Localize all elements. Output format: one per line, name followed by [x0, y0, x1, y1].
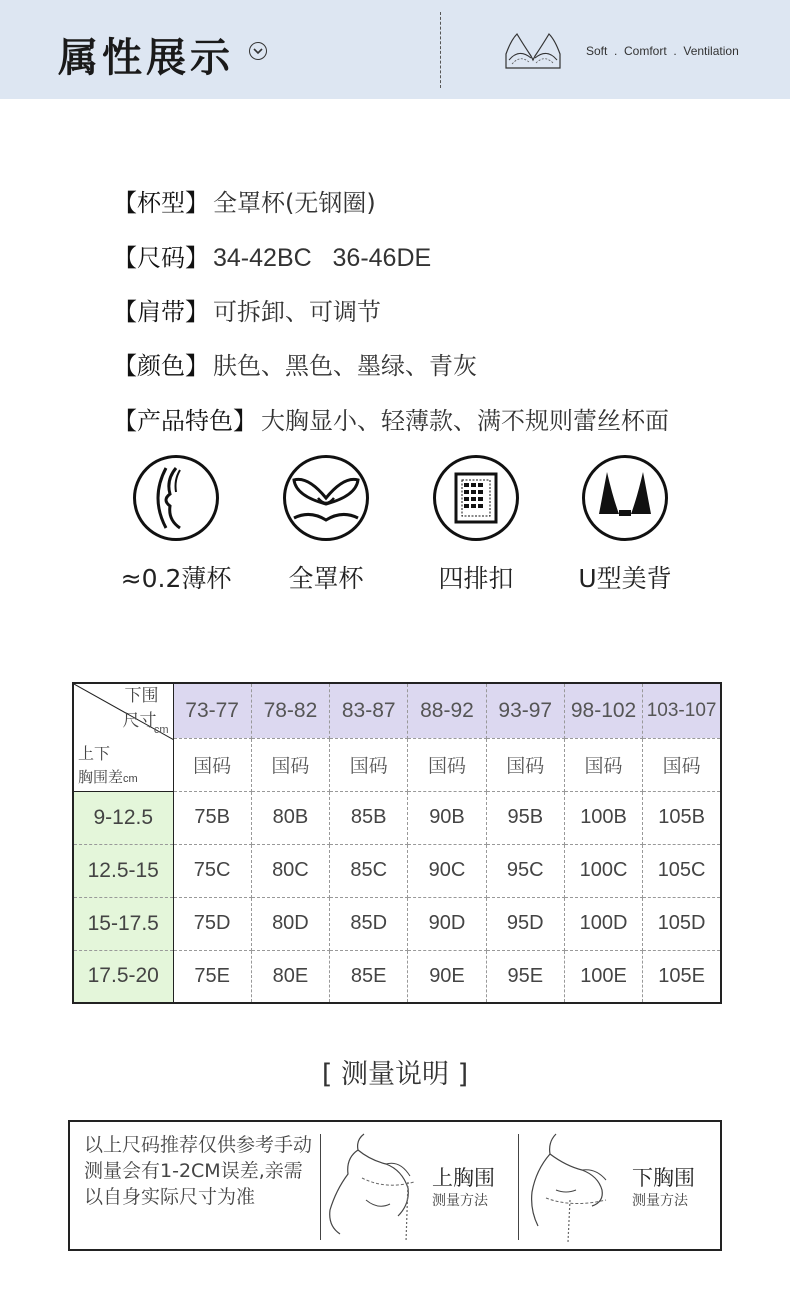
- bra-logo-icon: [503, 30, 563, 74]
- thin-cup-icon: [133, 455, 219, 541]
- corner-diff-unit: cm: [123, 773, 138, 785]
- divider: [440, 12, 441, 88]
- measurement-box: [68, 1120, 722, 1251]
- u-back-icon: [582, 455, 668, 541]
- bust-diff-cell: 12.5-15: [73, 844, 173, 897]
- band-header: 73-77: [173, 683, 251, 738]
- size-cell: 75D: [173, 897, 251, 950]
- bust-diff-cell: 9-12.5: [73, 791, 173, 844]
- size-cell: 105D: [643, 897, 721, 950]
- attr-value: 可拆卸、可调节: [213, 298, 381, 326]
- feature-four-row-hook: [401, 455, 551, 595]
- band-header: 98-102: [564, 683, 642, 738]
- size-cell: 105C: [643, 844, 721, 897]
- feature-u-back: [550, 455, 700, 595]
- size-cell: 100C: [564, 844, 642, 897]
- corner-size-label: 尺寸: [122, 711, 157, 730]
- attr-value: 大胸显小、轻薄款、满不规则蕾丝杯面: [261, 407, 669, 435]
- section-title: 属性展示: [58, 35, 234, 81]
- size-cell: 100B: [564, 791, 642, 844]
- national-size-label: 国码: [486, 738, 564, 791]
- feature-thin-cup: [101, 455, 251, 595]
- size-cell: 90E: [408, 950, 486, 1003]
- size-cell: 95E: [486, 950, 564, 1003]
- size-cell: 90B: [408, 791, 486, 844]
- table-row: [73, 791, 721, 844]
- attr-value: 肤色、黑色、墨绿、青灰: [213, 352, 477, 380]
- corner-diff-text: 胸围差: [78, 769, 124, 786]
- bust-diff-cell: 17.5-20: [73, 950, 173, 1003]
- band-header: 78-82: [251, 683, 329, 738]
- band-header: 93-97: [486, 683, 564, 738]
- attr-value: 34-42BC 36-46DE: [213, 244, 432, 272]
- national-size-label: 国码: [173, 738, 251, 791]
- full-cup-icon: [283, 455, 369, 541]
- attr-color: [113, 346, 477, 381]
- four-row-hook-icon: [433, 455, 519, 541]
- size-cell: 85E: [330, 950, 408, 1003]
- size-cell: 75B: [173, 791, 251, 844]
- corner-diff-label: [78, 766, 138, 787]
- upper-bust-figure-icon: [326, 1130, 426, 1249]
- corner-under-label: 下围: [124, 686, 159, 705]
- size-cell: 80C: [251, 844, 329, 897]
- size-cell: 75C: [173, 844, 251, 897]
- size-cell: 75E: [173, 950, 251, 1003]
- size-cell: 90D: [408, 897, 486, 950]
- divider: [320, 1134, 321, 1240]
- attr-size: [113, 238, 431, 273]
- feature-label: ≈0.2薄杯: [120, 564, 232, 593]
- attr-label: 【肩带】: [113, 298, 209, 326]
- feature-label: U型美背: [578, 564, 672, 593]
- size-cell: 95B: [486, 791, 564, 844]
- national-size-label: 国码: [408, 738, 486, 791]
- chevron-down-icon: [249, 42, 267, 60]
- national-size-label: 国码: [251, 738, 329, 791]
- divider: [518, 1134, 519, 1240]
- bust-diff-cell: 15-17.5: [73, 897, 173, 950]
- size-cell: 90C: [408, 844, 486, 897]
- attr-value: 全罩杯(无钢圈): [213, 189, 376, 217]
- under-bust-label: 下胸围: [632, 1166, 695, 1190]
- size-cell: 80E: [251, 950, 329, 1003]
- attr-label: 【颜色】: [113, 352, 209, 380]
- size-cell: 105B: [643, 791, 721, 844]
- feature-full-cup: [251, 455, 401, 595]
- under-bust-sub: 测量方法: [632, 1193, 688, 1209]
- header-banner: [0, 0, 790, 99]
- national-size-label: 国码: [330, 738, 408, 791]
- feature-label: 四排扣: [438, 564, 514, 593]
- table-row: [73, 950, 721, 1003]
- national-size-label: 国码: [643, 738, 721, 791]
- attr-label: 【杯型】: [113, 189, 209, 217]
- size-cell: 85B: [330, 791, 408, 844]
- attr-feature: [113, 401, 669, 436]
- attr-label: 【产品特色】: [113, 407, 257, 435]
- attr-strap: [113, 292, 381, 327]
- band-header: 83-87: [330, 683, 408, 738]
- measurement-note: 以上尺码推荐仅供参考手动测量会有1-2CM误差,亲需以自身实际尺寸为准: [84, 1134, 313, 1208]
- table-corner-cell: [73, 683, 173, 791]
- band-header: 103-107: [643, 683, 721, 738]
- size-cell: 105E: [643, 950, 721, 1003]
- size-cell: 100E: [564, 950, 642, 1003]
- feature-label: 全罩杯: [288, 564, 364, 593]
- corner-unit-label: cm: [153, 724, 169, 736]
- attr-cup-type: [113, 183, 376, 218]
- upper-bust-sub: 测量方法: [432, 1193, 488, 1209]
- size-cell: 85D: [330, 897, 408, 950]
- size-cell: 80D: [251, 897, 329, 950]
- national-size-label: 国码: [564, 738, 642, 791]
- size-cell: 95C: [486, 844, 564, 897]
- size-cell: 100D: [564, 897, 642, 950]
- table-row: [73, 897, 721, 950]
- tagline: Soft . Comfort . Ventilation: [586, 44, 739, 58]
- size-cell: 85C: [330, 844, 408, 897]
- band-header: 88-92: [408, 683, 486, 738]
- attr-label: 【尺码】: [113, 244, 209, 272]
- corner-updown-label: 上下: [78, 746, 111, 763]
- size-cell: 80B: [251, 791, 329, 844]
- measurement-title: [ 测量说明 ]: [321, 1059, 469, 1090]
- under-bust-figure-icon: [526, 1130, 626, 1249]
- size-cell: 95D: [486, 897, 564, 950]
- upper-bust-label: 上胸围: [432, 1166, 495, 1190]
- table-row: [73, 683, 721, 738]
- size-table: [72, 682, 722, 1004]
- table-row: [73, 844, 721, 897]
